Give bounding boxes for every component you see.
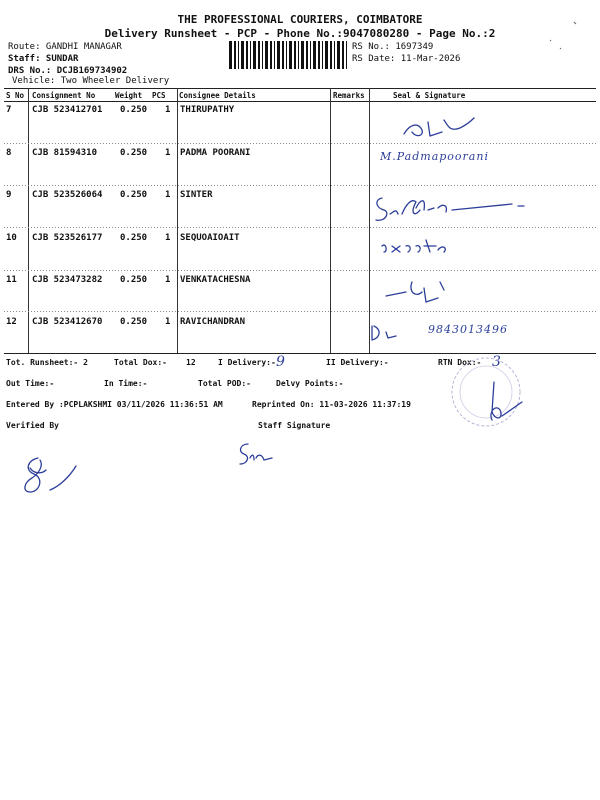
barcode-bar (282, 41, 284, 69)
row-consignee: THIRUPATHY (180, 105, 235, 115)
barcode-bar (262, 41, 263, 69)
row-sno: 12 (6, 317, 17, 327)
row-sno: 9 (6, 190, 12, 200)
header-bottom-rule (4, 101, 596, 102)
row-sno: 7 (6, 105, 12, 115)
barcode-bar (313, 41, 316, 69)
barcode-bar (277, 41, 280, 69)
tot-runsheet: Tot. Runsheet:- 2 (6, 358, 88, 367)
signature-verified-by (16, 452, 96, 500)
margin-marks (540, 18, 580, 58)
staff: Staff: SUNDAR (8, 54, 79, 64)
row-weight: 0.250 (120, 317, 148, 327)
out-time: Out Time:- (6, 379, 55, 388)
signature-row10 (378, 236, 458, 260)
entered-by: Entered By :PCPLAKSHMI 03/11/2026 11:36:51 AM (6, 400, 223, 409)
barcode-bar (234, 41, 236, 69)
runsheet-title: Delivery Runsheet - PCP - Phone No.:9047080280 - Page No.:2 (104, 27, 496, 40)
i-delivery-label: I Delivery:- (218, 358, 276, 367)
row-separator (4, 227, 596, 228)
row-consignment: CJB 523412670 (32, 317, 103, 327)
signature-row12 (368, 322, 403, 344)
row-pcs: 1 (165, 275, 171, 285)
col-divider (177, 88, 178, 353)
handwritten-phone: 9843013496 (428, 323, 508, 336)
barcode-bar (298, 41, 299, 69)
signature-row9 (372, 190, 532, 226)
row-consignment: CJB 523526064 (32, 190, 103, 200)
row-separator (4, 185, 596, 186)
row-weight: 0.250 (120, 275, 148, 285)
barcode-bar (246, 41, 248, 69)
barcode-bar (342, 41, 344, 69)
barcode-bar (337, 41, 340, 69)
total-dox-label: Total Dox:- (114, 358, 167, 367)
total-pod: Total POD:- (198, 379, 251, 388)
vehicle: Vehicle: Two Wheeler Delivery (12, 76, 170, 86)
total-dox-value: 12 (186, 358, 196, 367)
row-sno: 11 (6, 275, 17, 285)
row-pcs: 1 (165, 190, 171, 200)
barcode-bar (265, 41, 268, 69)
col-weight: Weight (115, 91, 143, 100)
in-time: In Time:- (104, 379, 148, 388)
barcode-bar (250, 41, 251, 69)
rs-number: RS No.: 1697349 (352, 42, 434, 52)
barcode-bar (322, 41, 323, 69)
signature-staff (232, 440, 282, 470)
signature-row11 (382, 276, 462, 306)
signature-row7 (400, 112, 480, 142)
row-consignment: CJB 523412701 (32, 105, 103, 115)
row-sno: 8 (6, 148, 12, 158)
row-consignee: PADMA POORANI (180, 148, 251, 158)
col-sno: S No (6, 91, 25, 100)
barcode-bar (241, 41, 244, 69)
ii-delivery-label: II Delivery:- (326, 358, 389, 367)
delvy-points: Delvy Points:- (276, 379, 344, 388)
col-consignment: Consignment No (32, 91, 96, 100)
barcode (228, 41, 350, 71)
company-name: THE PROFESSIONAL COURIERS, COIMBATORE (177, 13, 423, 26)
verified-by-label: Verified By (6, 421, 59, 430)
col-divider (28, 88, 29, 353)
signature-row8: M.Padmapoorani (380, 150, 489, 163)
col-consignee: Consignee Details (179, 91, 256, 100)
row-weight: 0.250 (120, 190, 148, 200)
row-sno: 10 (6, 233, 17, 243)
route: Route: GANDHI MANAGAR (8, 42, 122, 52)
row-weight: 0.250 (120, 105, 148, 115)
barcode-bar (270, 41, 272, 69)
row-pcs: 1 (165, 317, 171, 327)
row-consignment: CJB 523473282 (32, 275, 103, 285)
row-consignee: RAVICHANDRAN (180, 317, 246, 327)
row-weight: 0.250 (120, 233, 148, 243)
barcode-bar (274, 41, 275, 69)
col-pcs: PCS (152, 91, 166, 100)
barcode-bar (286, 41, 287, 69)
row-separator (4, 143, 596, 144)
row-weight: 0.250 (120, 148, 148, 158)
row-pcs: 1 (165, 233, 171, 243)
rtn-dox-label: RTN Dox:- (438, 358, 482, 367)
rtn-dox-value: 3 (492, 354, 501, 370)
barcode-bar (289, 41, 292, 69)
barcode-bar (294, 41, 296, 69)
row-pcs: 1 (165, 105, 171, 115)
row-consignment: CJB 81594310 (32, 148, 98, 158)
barcode-bar (330, 41, 332, 69)
row-separator (4, 270, 596, 271)
barcode-bar (306, 41, 308, 69)
rs-date: RS Date: 11-Mar-2026 (352, 54, 461, 64)
col-divider (369, 88, 370, 353)
barcode-bar (318, 41, 320, 69)
barcode-bar (301, 41, 304, 69)
barcode-bar (258, 41, 260, 69)
barcode-bar (253, 41, 256, 69)
barcode-bar (325, 41, 328, 69)
signature-rtn (478, 378, 528, 430)
barcode-bar (346, 41, 347, 69)
col-seal-signature: Seal & Signature (393, 91, 466, 100)
barcode-bar (310, 41, 311, 69)
header-top-rule (4, 88, 596, 89)
row-consignee: SEQUOAIOAIT (180, 233, 240, 243)
row-separator (4, 311, 596, 312)
i-delivery-value: 9 (276, 354, 285, 370)
row-consignee: SINTER (180, 190, 213, 200)
barcode-bar (238, 41, 239, 69)
drs-number: DRS No.: DCJB169734902 (8, 66, 128, 76)
barcode-bar (229, 41, 232, 69)
row-consignee: VENKATACHESNA (180, 275, 251, 285)
barcode-bar (334, 41, 335, 69)
row-consignment: CJB 523526177 (32, 233, 103, 243)
col-remarks: Remarks (333, 91, 365, 100)
row-pcs: 1 (165, 148, 171, 158)
reprinted-on: Reprinted On: 11-03-2026 11:37:19 (252, 400, 411, 409)
staff-signature-label: Staff Signature (258, 421, 331, 430)
col-divider (330, 88, 331, 353)
